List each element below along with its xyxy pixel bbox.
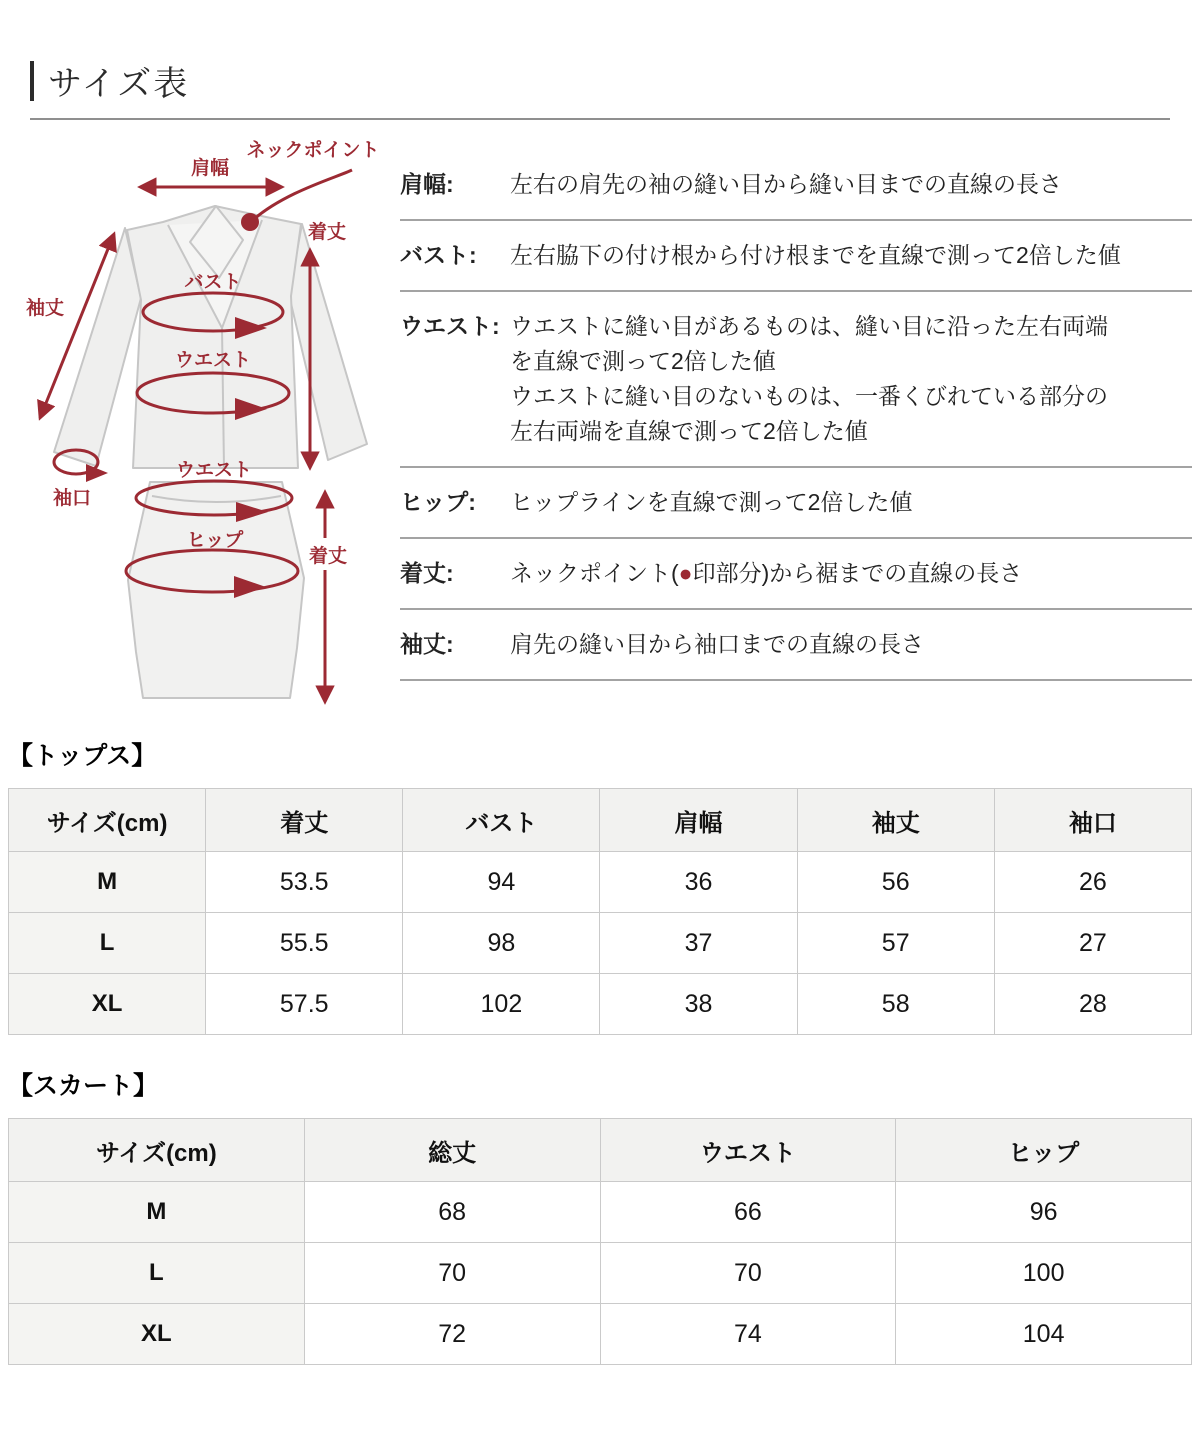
value-cell: 66	[600, 1182, 896, 1243]
value-cell: 74	[600, 1304, 896, 1365]
definition-row	[400, 539, 1192, 610]
definition-term: ウエスト:	[400, 313, 500, 339]
skirt-table-body	[9, 1182, 1192, 1365]
value-cell: 68	[304, 1182, 600, 1243]
jacket-length-label: 着丈	[307, 222, 347, 243]
size-cell: L	[9, 913, 206, 974]
definition-text	[510, 556, 1192, 591]
value-cell: 58	[797, 974, 994, 1035]
definition-term: バスト:	[400, 242, 477, 268]
definition-term: 袖丈:	[400, 631, 454, 657]
neck-point-dot	[241, 213, 259, 231]
table-header-cell: バスト	[403, 789, 600, 852]
shoulder-width-label: 肩幅	[190, 158, 230, 179]
skirt-size-table	[8, 1118, 1192, 1365]
size-cell: L	[9, 1243, 305, 1304]
value-cell: 38	[600, 974, 797, 1035]
measurement-diagram	[0, 130, 400, 730]
table-row	[9, 974, 1192, 1035]
skirt-section-label: 【スカート】	[8, 1072, 159, 1100]
tops-section-label: 【トップス】	[8, 742, 157, 770]
value-cell: 27	[994, 913, 1191, 974]
size-cell: M	[9, 1182, 305, 1243]
value-cell: 100	[896, 1243, 1192, 1304]
value-cell: 96	[896, 1182, 1192, 1243]
table-header-cell: 袖口	[994, 789, 1191, 852]
value-cell: 57	[797, 913, 994, 974]
definition-line: 左右脇下の付け根から付け根までを直線で測って2倍した値	[510, 242, 1121, 268]
tops-table-body	[9, 852, 1192, 1035]
value-cell: 98	[403, 913, 600, 974]
jacket-waist-label: ウエスト	[174, 350, 252, 371]
definition-line: 左右両端を直線で測って2倍した値	[510, 418, 868, 444]
value-cell: 94	[403, 852, 600, 913]
page-title-row	[30, 56, 189, 105]
jacket-outline-graphic	[54, 206, 367, 468]
table-row	[9, 1243, 1192, 1304]
table-header-cell: 総丈	[304, 1119, 600, 1182]
value-cell: 72	[304, 1304, 600, 1365]
hip-label: ヒップ	[186, 530, 244, 551]
tops-header-row	[9, 789, 1192, 852]
value-cell: 57.5	[206, 974, 403, 1035]
definition-row	[400, 150, 1192, 221]
value-cell: 70	[600, 1243, 896, 1304]
tops-section	[8, 736, 1192, 1035]
value-cell: 56	[797, 852, 994, 913]
definition-line-suffix: 印部分)から裾までの直線の長さ	[692, 560, 1023, 586]
value-cell: 104	[896, 1304, 1192, 1365]
definition-text	[510, 167, 1192, 202]
page-title: サイズ表	[48, 65, 190, 103]
definitions-list	[400, 150, 1192, 681]
definition-row	[400, 610, 1192, 681]
definition-term: 着丈:	[400, 560, 454, 586]
neck-point-label: ネックポイント	[246, 140, 380, 161]
definition-text	[510, 238, 1192, 273]
definition-line: 肩先の縫い目から袖口までの直線の長さ	[510, 631, 924, 657]
sleeve-length-label: 袖丈	[25, 298, 65, 319]
table-row	[9, 852, 1192, 913]
size-cell: XL	[9, 1304, 305, 1365]
bust-label: バスト	[184, 272, 242, 293]
table-row	[9, 913, 1192, 974]
table-row	[9, 1182, 1192, 1243]
table-row	[9, 1304, 1192, 1365]
size-cell: M	[9, 852, 206, 913]
skirt-length-label: 着丈	[308, 546, 348, 567]
definition-row	[400, 221, 1192, 292]
value-cell: 70	[304, 1243, 600, 1304]
definition-line: ヒップラインを直線で測って2倍した値	[510, 489, 913, 515]
definition-text	[510, 485, 1192, 520]
title-divider	[30, 118, 1170, 120]
definition-line: ウエストに縫い目のないものは、一番くびれている部分の	[510, 383, 1108, 409]
value-cell: 102	[403, 974, 600, 1035]
value-cell: 26	[994, 852, 1191, 913]
table-header-cell: サイズ(cm)	[9, 789, 206, 852]
definition-row	[400, 292, 1192, 468]
table-header-cell: 肩幅	[600, 789, 797, 852]
skirt-section	[8, 1066, 1192, 1365]
table-header-cell: サイズ(cm)	[9, 1119, 305, 1182]
value-cell: 53.5	[206, 852, 403, 913]
tops-size-table	[8, 788, 1192, 1035]
value-cell: 36	[600, 852, 797, 913]
definition-line: 左右の肩先の袖の縫い目から縫い目までの直線の長さ	[510, 171, 1062, 197]
neck-point-dot-glyph: ●	[678, 560, 693, 586]
table-header-cell: 着丈	[206, 789, 403, 852]
cuff-label: 袖口	[52, 488, 92, 509]
definition-text	[510, 309, 1192, 449]
definition-line	[510, 556, 1192, 591]
value-cell: 55.5	[206, 913, 403, 974]
title-accent-bar	[30, 61, 34, 101]
definition-term: 肩幅:	[400, 171, 454, 197]
size-cell: XL	[9, 974, 206, 1035]
value-cell: 28	[994, 974, 1191, 1035]
value-cell: 37	[600, 913, 797, 974]
definition-line: ウエストに縫い目があるものは、縫い目に沿った左右両端	[510, 313, 1108, 339]
definition-line-prefix: ネックポイント(	[510, 560, 679, 586]
table-header-cell: ウエスト	[600, 1119, 896, 1182]
table-header-cell: 袖丈	[797, 789, 994, 852]
table-header-cell: ヒップ	[896, 1119, 1192, 1182]
skirt-waist-label: ウエスト	[175, 460, 253, 481]
definition-row	[400, 468, 1192, 539]
skirt-header-row	[9, 1119, 1192, 1182]
definition-line: を直線で測って2倍した値	[510, 348, 776, 374]
definition-text	[510, 627, 1192, 662]
definition-term: ヒップ:	[400, 489, 476, 515]
